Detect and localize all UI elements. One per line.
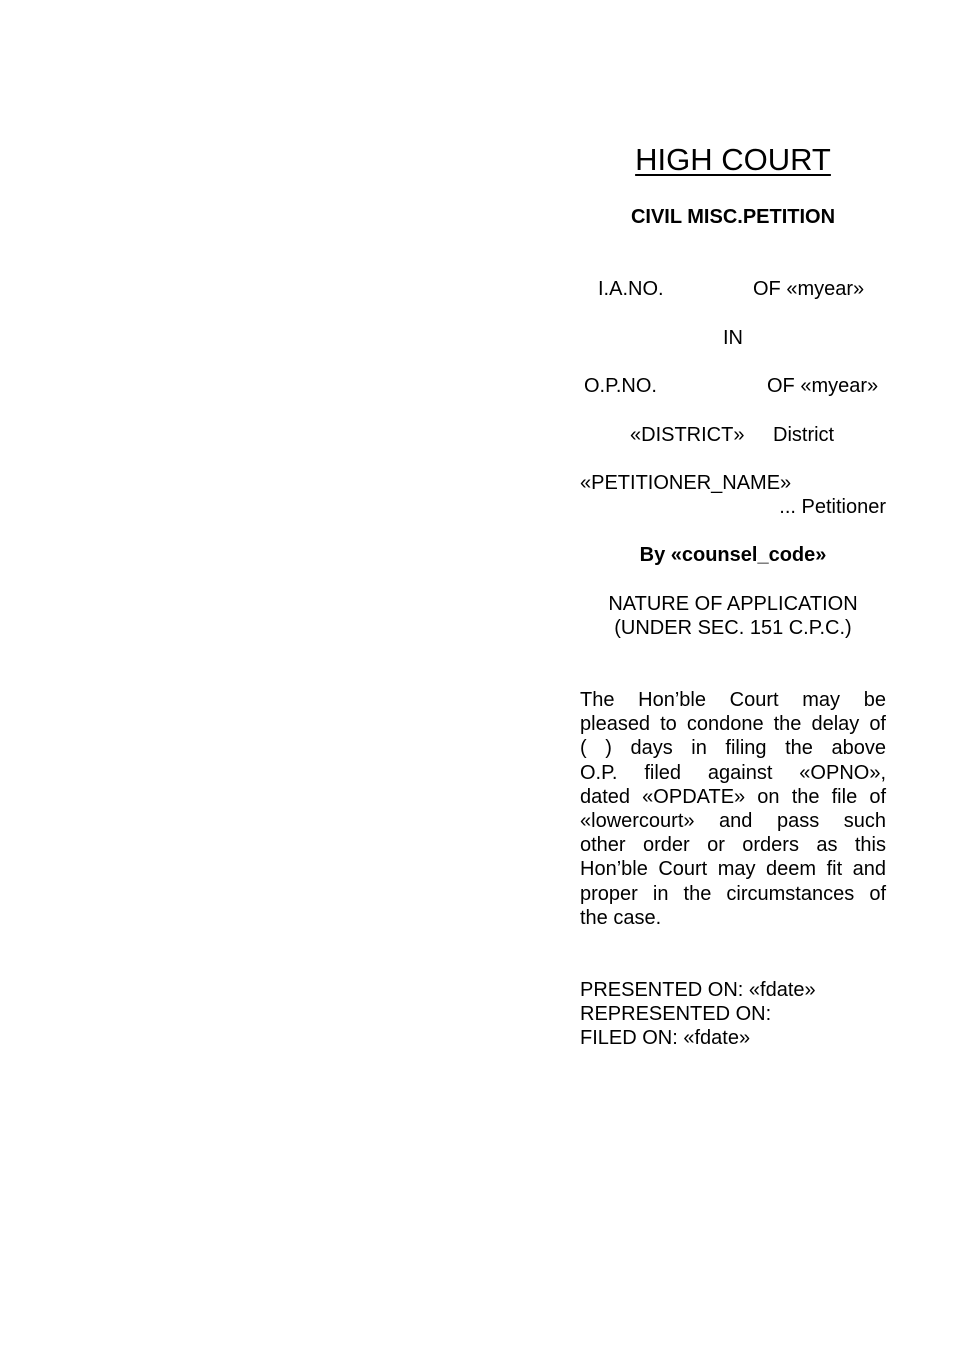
presented-on: PRESENTED ON: «fdate» — [580, 979, 816, 1001]
body-line: pleased to condone the delay of — [580, 713, 886, 736]
body-line: Hon’ble Court may deem fit and — [580, 858, 886, 881]
body-line: the case. — [580, 906, 662, 929]
op-no-label: O.P.NO. — [584, 375, 657, 397]
in-label: IN — [723, 327, 743, 349]
petitioner-role: ... Petitioner — [779, 496, 886, 518]
op-year-label: OF «myear» — [767, 375, 879, 397]
court-title: HIGH COURT — [635, 142, 831, 177]
application-body — [580, 688, 886, 930]
counsel-line: By «counsel_code» — [639, 544, 827, 566]
nature-section: (UNDER SEC. 151 C.P.C.) — [614, 617, 852, 639]
ia-year-label: OF «myear» — [753, 278, 865, 300]
body-line: ( ) days in filing the above — [580, 737, 886, 760]
district-field: «DISTRICT» — [630, 424, 745, 446]
body-line: dated «OPDATE» on the file of — [580, 785, 886, 808]
body-line: proper in the circumstances of — [580, 882, 886, 905]
ia-no-label: I.A.NO. — [598, 278, 664, 300]
filed-on: FILED ON: «fdate» — [580, 1027, 751, 1049]
nature-heading: NATURE OF APPLICATION — [608, 593, 858, 615]
petitioner-name: «PETITIONER_NAME» — [580, 472, 792, 494]
body-line: other order or orders as this — [580, 834, 886, 857]
represented-on: REPRESENTED ON: — [580, 1003, 772, 1025]
body-line: The Hon’ble Court may be — [580, 689, 886, 711]
petition-type: CIVIL MISC.PETITION — [630, 206, 836, 228]
body-line: O.P. filed against «OPNO», — [580, 761, 886, 784]
body-line: «lowercourt» and pass such — [580, 810, 886, 833]
district-label: District — [773, 424, 835, 446]
